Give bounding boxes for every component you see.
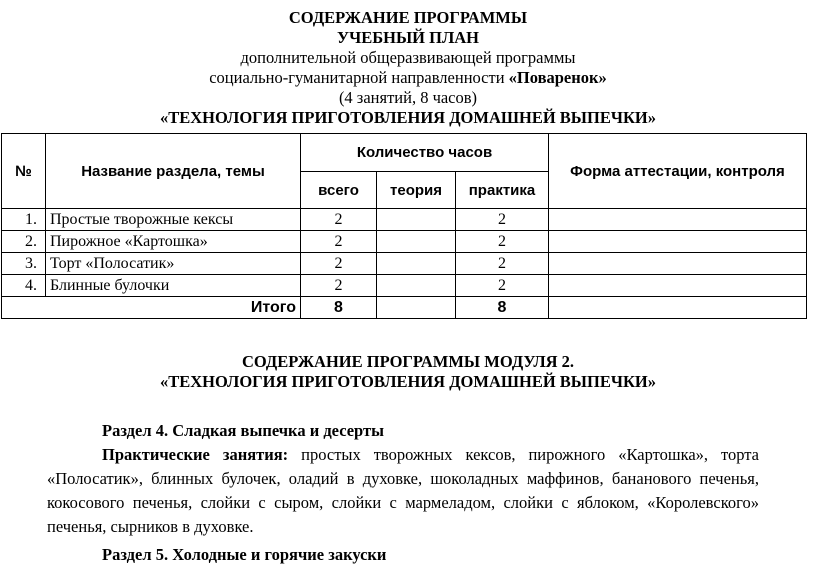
row-total: 2: [301, 209, 377, 231]
table-row: [2, 275, 807, 297]
row-theory: [377, 253, 456, 275]
row-practice: 2: [456, 209, 549, 231]
row-form: [549, 209, 807, 231]
header-assessment-form: Форма аттестации, контроля: [549, 134, 807, 209]
row-total: 2: [301, 253, 377, 275]
total-form: [549, 297, 807, 319]
header-practice: практика: [456, 172, 549, 209]
total-label: Итого: [2, 297, 301, 319]
section-4-heading: Раздел 4. Сладкая выпечка и десерты: [102, 421, 384, 440]
row-topic: Пирожное «Картошка»: [46, 231, 301, 253]
table-row: [2, 209, 807, 231]
row-number: 3.: [2, 253, 46, 275]
module-title: «ТЕХНОЛОГИЯ ПРИГОТОВЛЕНИЯ ДОМАШНЕЙ ВЫПЕЧКИ»: [160, 108, 656, 127]
row-practice: 2: [456, 253, 549, 275]
row-number: 2.: [2, 231, 46, 253]
row-number: 4.: [2, 275, 46, 297]
total-hours: 8: [301, 297, 377, 319]
header-total: всего: [301, 172, 377, 209]
header-number: №: [2, 134, 46, 209]
program-description-line2: [0, 68, 816, 88]
row-theory: [377, 209, 456, 231]
row-theory: [377, 275, 456, 297]
total-practice: 8: [456, 297, 549, 319]
row-number: 1.: [2, 209, 46, 231]
row-topic: Торт «Полосатик»: [46, 253, 301, 275]
section-5-heading: Раздел 5. Холодные и горячие закуски: [102, 545, 387, 564]
header-hours: Количество часов: [301, 134, 549, 172]
practice-label: Практические занятия:: [102, 445, 289, 464]
lessons-count: (4 занятий, 8 часов): [338, 88, 478, 107]
row-form: [549, 253, 807, 275]
practice-text: простых творожных кексов, пирожного «Картошка», торта «Полосатик», блинных булочек, оладий в духовке, шоколадных маффинов, бананового печенья, кокосового печенья, слойки с сыром, слойки с мармеладом, слойки с яблоком, «Королевского» печенья, сырников в духовке.: [47, 445, 760, 536]
row-practice: 2: [456, 231, 549, 253]
table-row: [2, 231, 807, 253]
module-title-2: «ТЕХНОЛОГИЯ ПРИГОТОВЛЕНИЯ ДОМАШНЕЙ ВЫПЕЧКИ»: [160, 372, 656, 391]
table-row: [2, 253, 807, 275]
row-practice: 2: [456, 275, 549, 297]
row-total: 2: [301, 275, 377, 297]
header-theory: теория: [377, 172, 456, 209]
direction-text: социально-гуманитарной направленности: [209, 68, 509, 87]
row-topic: Простые творожные кексы: [46, 209, 301, 231]
program-title: СОДЕРЖАНИЕ ПРОГРАММЫ: [288, 8, 528, 27]
document-header: [0, 8, 816, 128]
total-row: [2, 297, 807, 319]
program-name: «Поваренок»: [508, 68, 607, 87]
row-theory: [377, 231, 456, 253]
program-description-line1: дополнительной общеразвивающей программы: [240, 48, 576, 67]
module-header: [0, 352, 816, 392]
total-theory: [377, 297, 456, 319]
row-form: [549, 231, 807, 253]
row-form: [549, 275, 807, 297]
curriculum-title: УЧЕБНЫЙ ПЛАН: [336, 28, 479, 47]
header-section-name: Название раздела, темы: [46, 134, 301, 209]
row-topic: Блинные булочки: [46, 275, 301, 297]
row-total: 2: [301, 231, 377, 253]
curriculum-table: [1, 133, 807, 319]
practice-paragraph: [47, 443, 759, 539]
module-heading: СОДЕРЖАНИЕ ПРОГРАММЫ МОДУЛЯ 2.: [241, 352, 575, 371]
